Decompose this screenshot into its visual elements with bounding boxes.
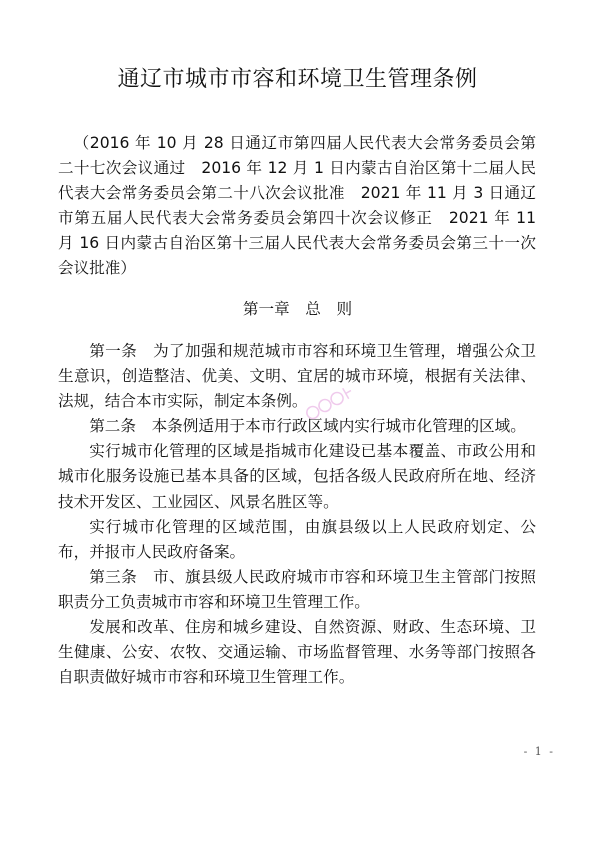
- cloud-watermark-icon: [296, 372, 366, 432]
- paragraph: 实行城市化管理的区域是指城市化建设已基本覆盖、市政公用和城市化服务设施已基本具备的区域，包括各级人民政府所在地、经济技术开发区、工业园区、风景名胜区等。: [58, 442, 536, 511]
- enactment-note: [58, 131, 536, 281]
- paragraph: 第三条 市、旗县级人民政府城市市容和环境卫生主管部门按照职责分工负责城市市容和环境卫生管理工作。: [58, 567, 536, 611]
- paragraph: 实行城市化管理的区域范围，由旗县级以上人民政府划定、公布，并报市人民政府备案。: [58, 517, 536, 561]
- paragraph: 第二条 本条例适用于本市行政区域内实行城市化管理的区域。: [89, 417, 526, 436]
- page-number: - 1 -: [523, 745, 555, 758]
- paragraph: 第一条 为了加强和规范城市市容和环境卫生管理，增强公众卫生意识，创造整洁、优美、文明、宜居的城市环境，根据有关法律、法规，结合本市实际，制定本条例。: [58, 342, 536, 411]
- chapter-title: 第一章 总 则: [242, 300, 353, 318]
- paragraph: 发展和改革、住房和城乡建设、自然资源、财政、生态环境、卫生健康、公安、农牧、交通运输、市场监督管理、水务等部门按照各自职责做好城市市容和环境卫生管理工作。: [58, 618, 536, 687]
- page-title: 通辽市城市市容和环境卫生管理条例: [117, 67, 478, 92]
- enactment-note-text: （2016 年 10 月 28 日通辽市第四届人民代表大会常务委员会第二十七次会议通过 2016 年 12 月 1 日内蒙古自治区第十二届人民代表大会常务委员会第二十八次会议批准 2021 年 11 月 3 日通辽市第五届人民代表大会常务委员会第四十次会议修正 2021 年 11 月 16 日内蒙古自治区第十三届人民代表大会常务委员会第三十一次会议批准）: [58, 134, 536, 277]
